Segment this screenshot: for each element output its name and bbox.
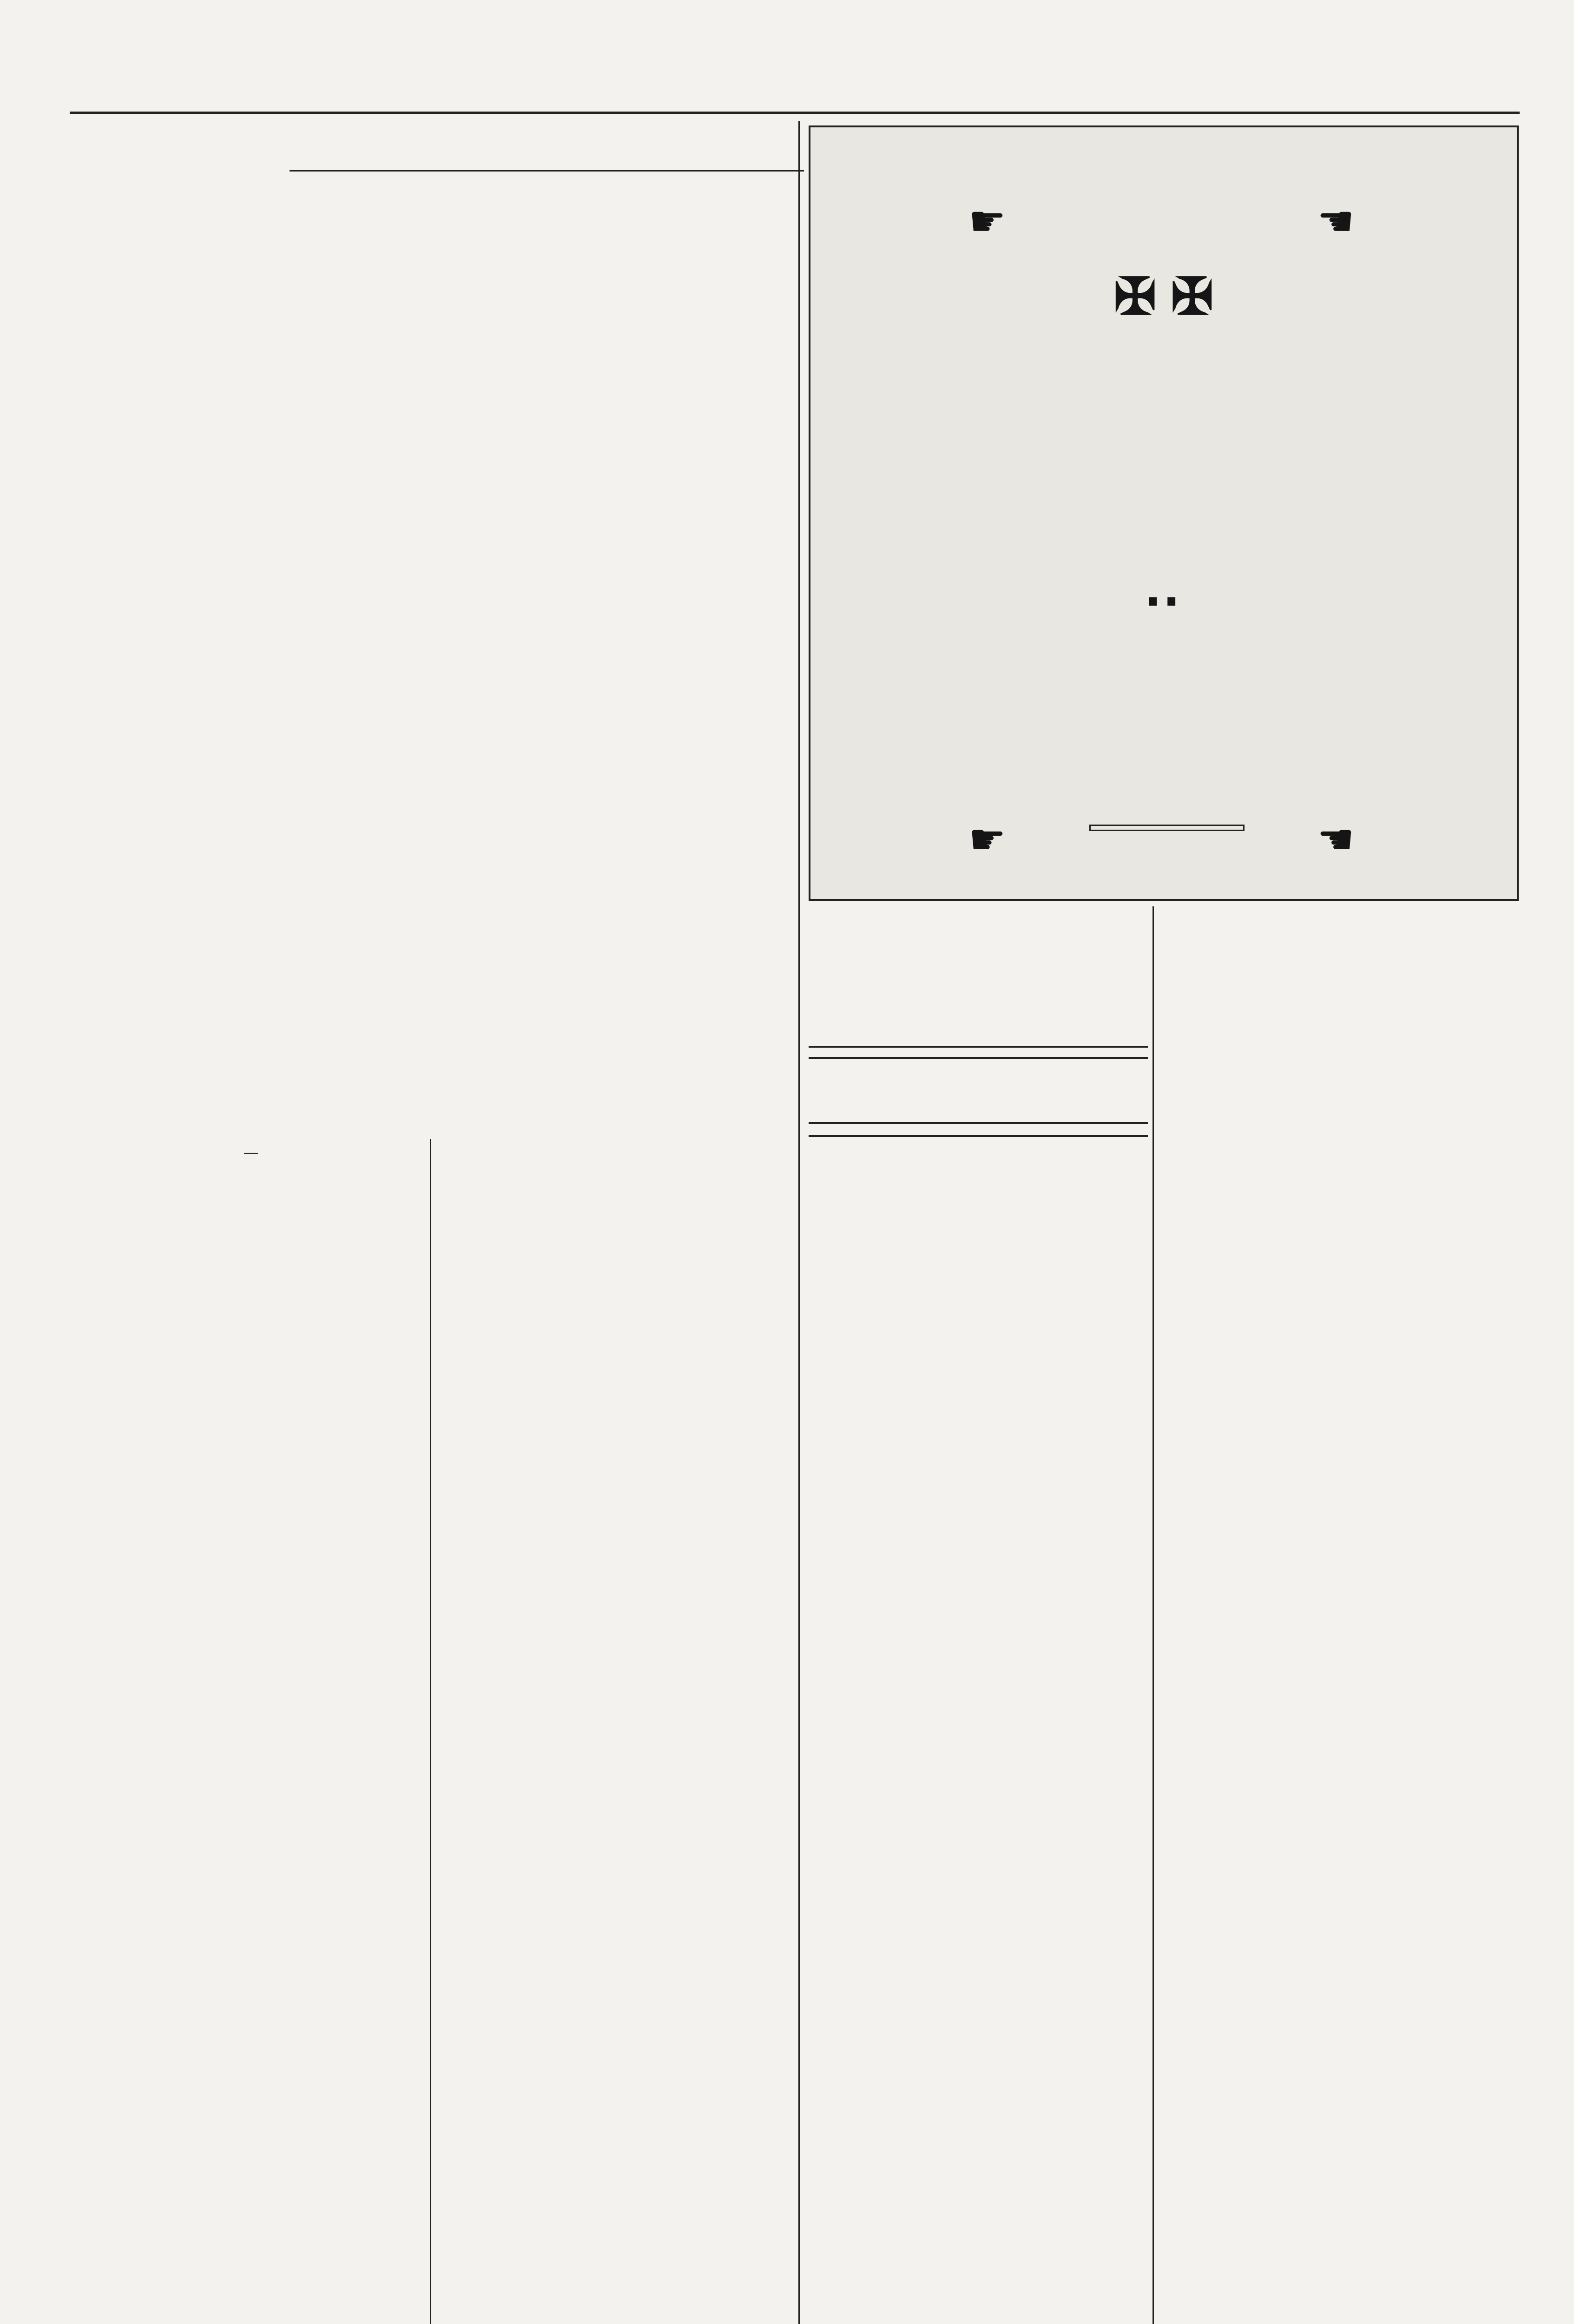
column-divider-3	[1153, 906, 1154, 2324]
letter-column-2	[437, 1139, 790, 2324]
total-laity	[290, 171, 374, 178]
column-divider-1	[430, 1139, 431, 2324]
letter-column-1: —	[243, 1143, 259, 1161]
bristol-liver	[1089, 825, 1245, 831]
murphy-ad	[809, 1046, 1148, 2324]
bristol-product	[996, 454, 1332, 563]
pointing-hand-icon-4: ☚	[1317, 815, 1355, 864]
masthead-rule	[70, 112, 1520, 114]
pointing-hand-icon-2: ☚	[1317, 197, 1355, 246]
bristol-use: ✠ ✠	[1113, 268, 1214, 325]
masthead	[51, 65, 1538, 107]
fund-section	[79, 121, 804, 1129]
total-clergy	[374, 171, 678, 178]
murphy-spring	[809, 1086, 1148, 1089]
bristol-years: ··	[1145, 570, 1182, 632]
pointing-hand-icon: ☛	[968, 197, 1006, 246]
fund-table	[79, 163, 804, 177]
total-all	[678, 171, 804, 178]
pointing-hand-icon-3: ☛	[968, 815, 1006, 864]
fund-totals-row	[79, 171, 804, 178]
murphy-will-be	[809, 1068, 1148, 1077]
bristol-ad	[809, 125, 1519, 901]
column-divider-2	[798, 121, 800, 2324]
letter-continuation	[809, 911, 1148, 916]
